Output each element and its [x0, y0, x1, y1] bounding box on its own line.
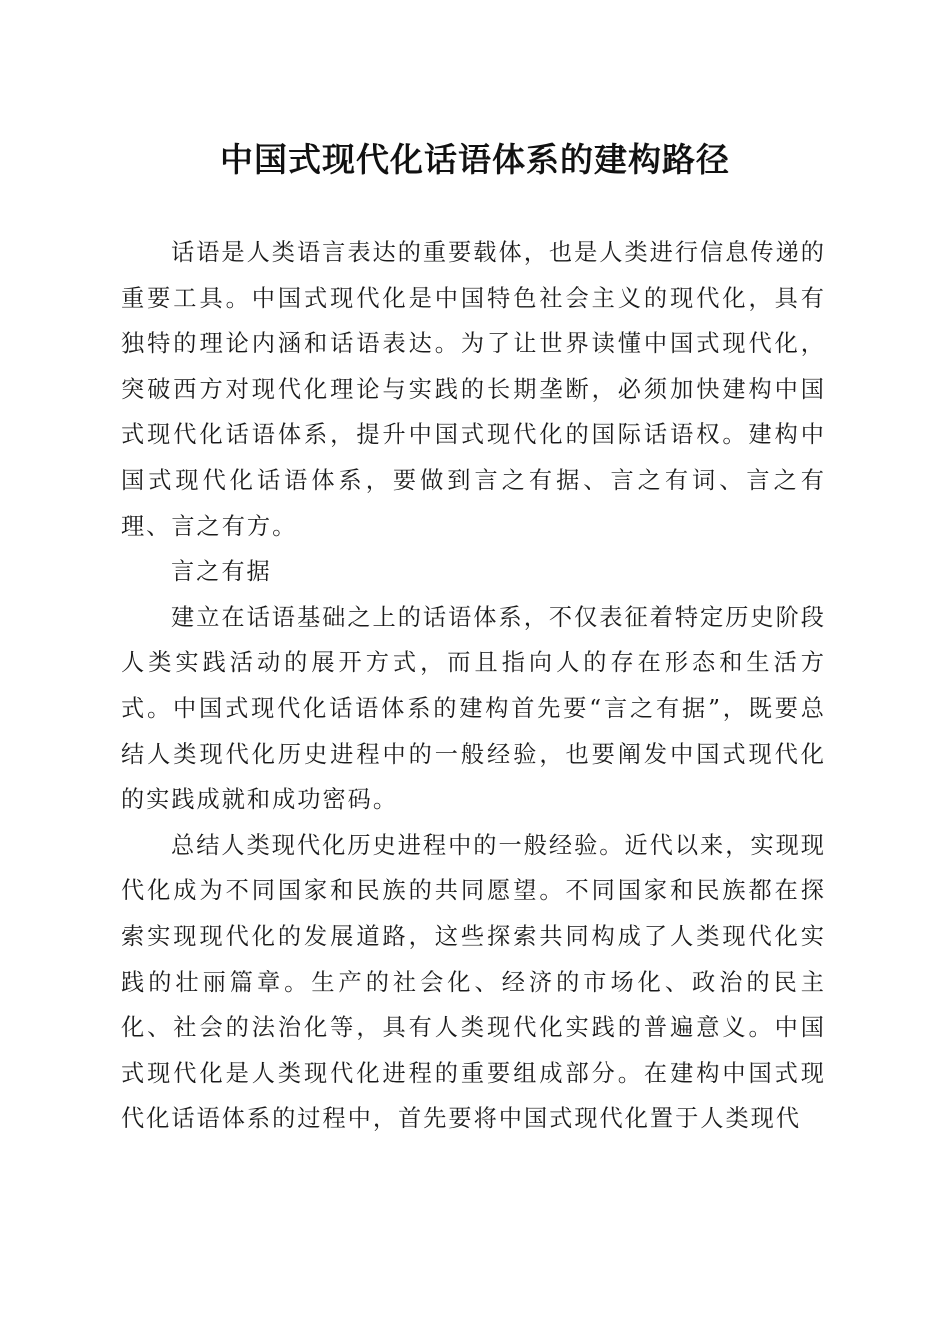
body-paragraph: 建立在话语基础之上的话语体系，不仅表征着特定历史阶段人类实践活动的展开方式，而且指向人的存在形态和生活方式。中国式现代化话语体系的建构首先要“言之有据”，既要总结人类现代化历史进程中的一般经验，也要阐发中国式现代化的实践成就和成功密码。: [121, 603, 826, 814]
intro-paragraph: 话语是人类语言表达的重要载体，也是人类进行信息传递的重要工具。中国式现代化是中国特色社会主义的现代化，具有独特的理论内涵和话语表达。为了让世界读懂中国式现代化，突破西方对现代化理论与实践的长期垄断，必须加快建构中国式现代化话语体系，提升中国式现代化的国际话语权。建构中国式现代化话语体系，要做到言之有据、言之有词、言之有理、言之有方。: [121, 239, 826, 540]
document-body: [121, 230, 826, 1142]
body-paragraph: 总结人类现代化历史进程中的一般经验。近代以来，实现现代化成为不同国家和民族的共同愿望。不同国家和民族都在探索实现现代化的发展道路，这些探索共同构成了人类现代化实践的壮丽篇章。生产的社会化、经济的市场化、政治的民主化、社会的法治化等，具有人类现代化实践的普遍意义。中国式现代化是人类现代化进程的重要组成部分。在建构中国式现代化话语体系的过程中，首先要将中国式现代化置于人类现代: [121, 831, 826, 1133]
section-heading: 言之有据: [171, 558, 272, 586]
document-title: 中国式现代化话语体系的建构路径: [220, 140, 730, 179]
